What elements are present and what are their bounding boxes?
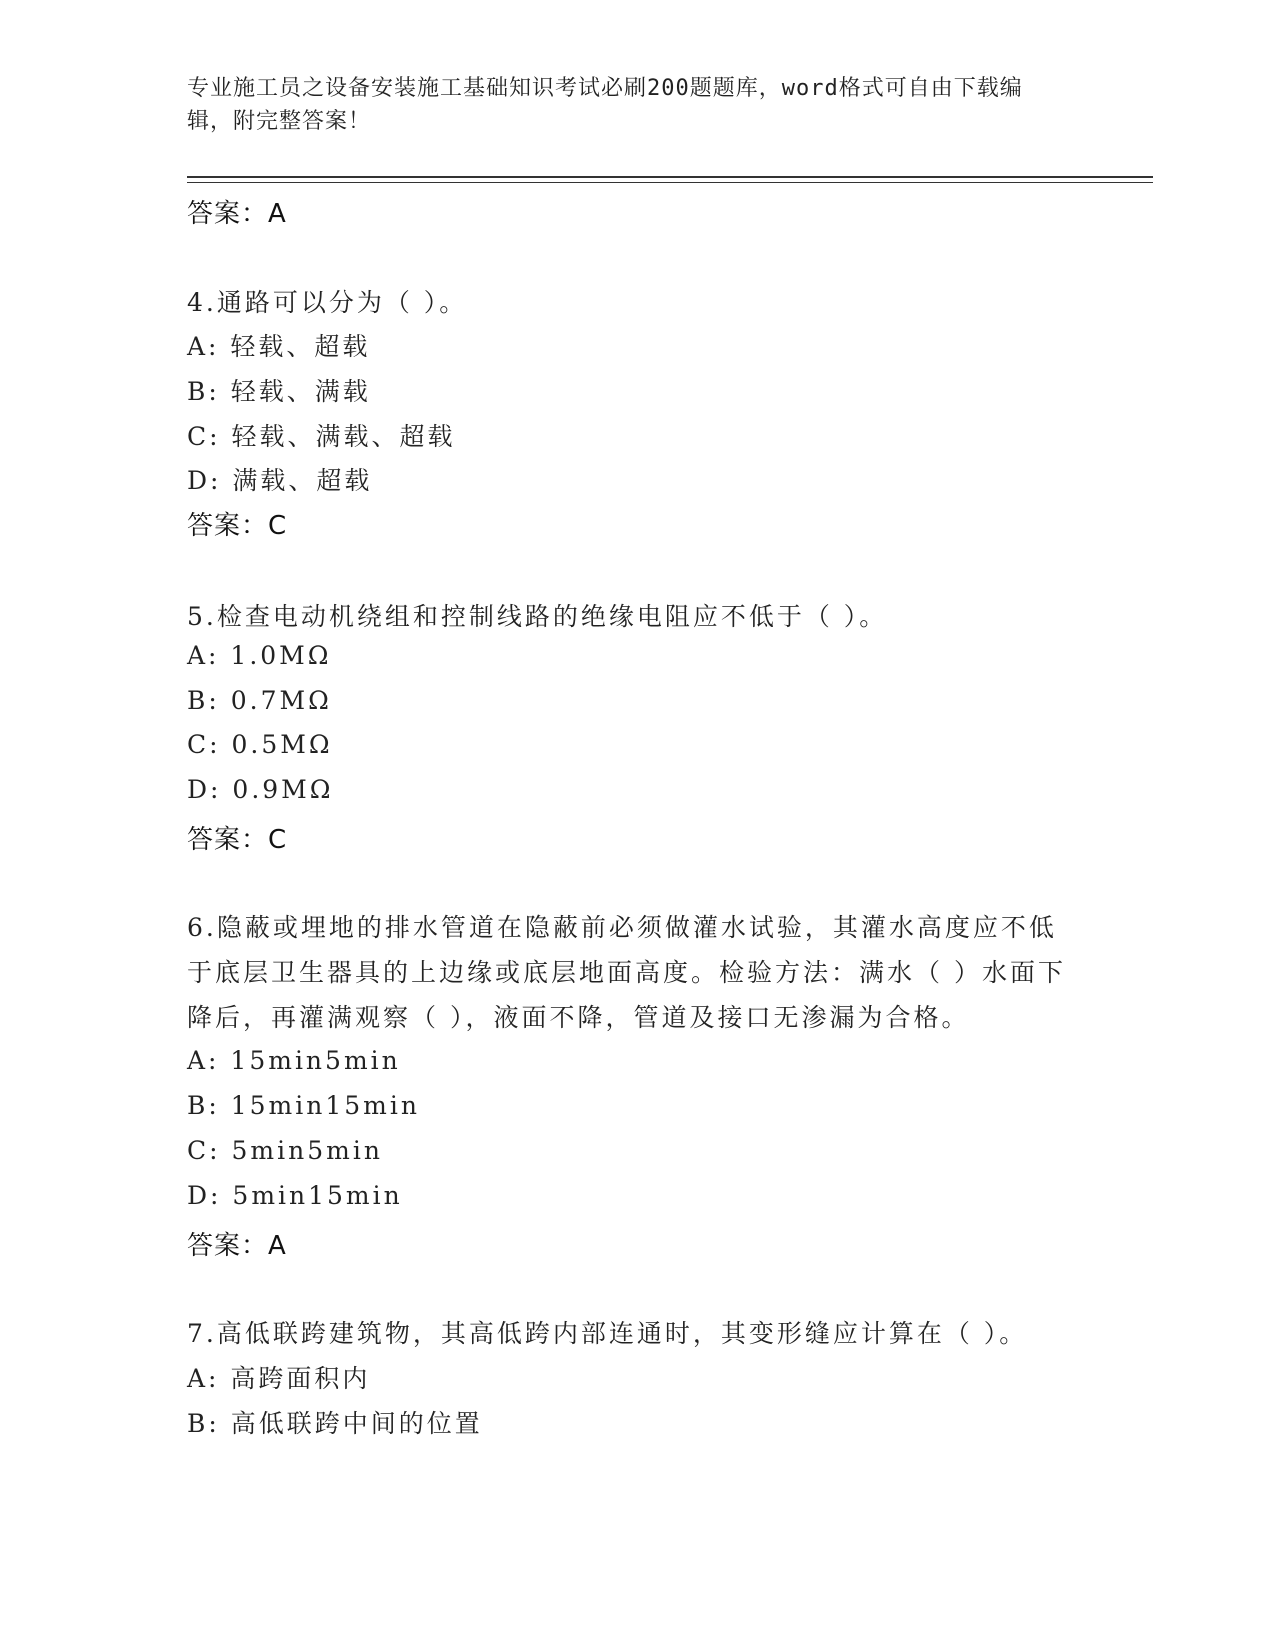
question-7-stem: 7.高低联跨建筑物，其高低跨内部连通时，其变形缝应计算在（ ）。: [187, 1319, 1028, 1348]
question-4-option-c: C: 轻载、满载、超载: [187, 422, 456, 451]
question-4-option-b: B: 轻载、满载: [187, 377, 371, 406]
question-4-option-a: A: 轻载、超载: [187, 332, 371, 361]
question-4-stem: 4.通路可以分为（ ）。: [187, 288, 468, 317]
question-5-option-d: D: 0.9MΩ: [187, 775, 334, 804]
question-5-answer: 答案：C: [187, 825, 288, 855]
question-5-option-a: A: 1.0MΩ: [187, 641, 332, 670]
question-6-option-c: C: 5min5min: [187, 1136, 383, 1165]
document-header: 专业施工员之设备安装施工基础知识考试必刷200题题库，word格式可自由下载编辑，附完整答案！: [187, 76, 1023, 134]
header-divider-thick: [187, 176, 1153, 178]
question-6-option-d: D: 5min15min: [187, 1181, 403, 1210]
header-divider-thin: [187, 182, 1153, 183]
question-4-answer: 答案：C: [187, 511, 288, 541]
question-5-stem: 5.检查电动机绕组和控制线路的绝缘电阻应不低于（ ）。: [187, 602, 888, 631]
question-6-option-a: A: 15min5min: [187, 1046, 401, 1075]
question-7-option-a: A: 高跨面积内: [187, 1364, 371, 1393]
question-5-option-b: B: 0.7MΩ: [187, 686, 332, 715]
question-6-answer: 答案：A: [187, 1231, 287, 1261]
question-4-option-d: D: 满载、超载: [187, 466, 373, 495]
previous-answer: 答案：A: [187, 199, 287, 229]
question-6-stem: 6.隐蔽或埋地的排水管道在隐蔽前必须做灌水试验，其灌水高度应不低于底层卫生器具的上边缘或底层地面高度。检验方法：满水（ ）水面下降后，再灌满观察（ ），液面不降，管道及接口无渗漏为合格。: [187, 913, 1066, 1032]
question-6-option-b: B: 15min15min: [187, 1091, 420, 1120]
question-7-option-b: B: 高低联跨中间的位置: [187, 1409, 483, 1438]
question-5-option-c: C: 0.5MΩ: [187, 730, 333, 759]
